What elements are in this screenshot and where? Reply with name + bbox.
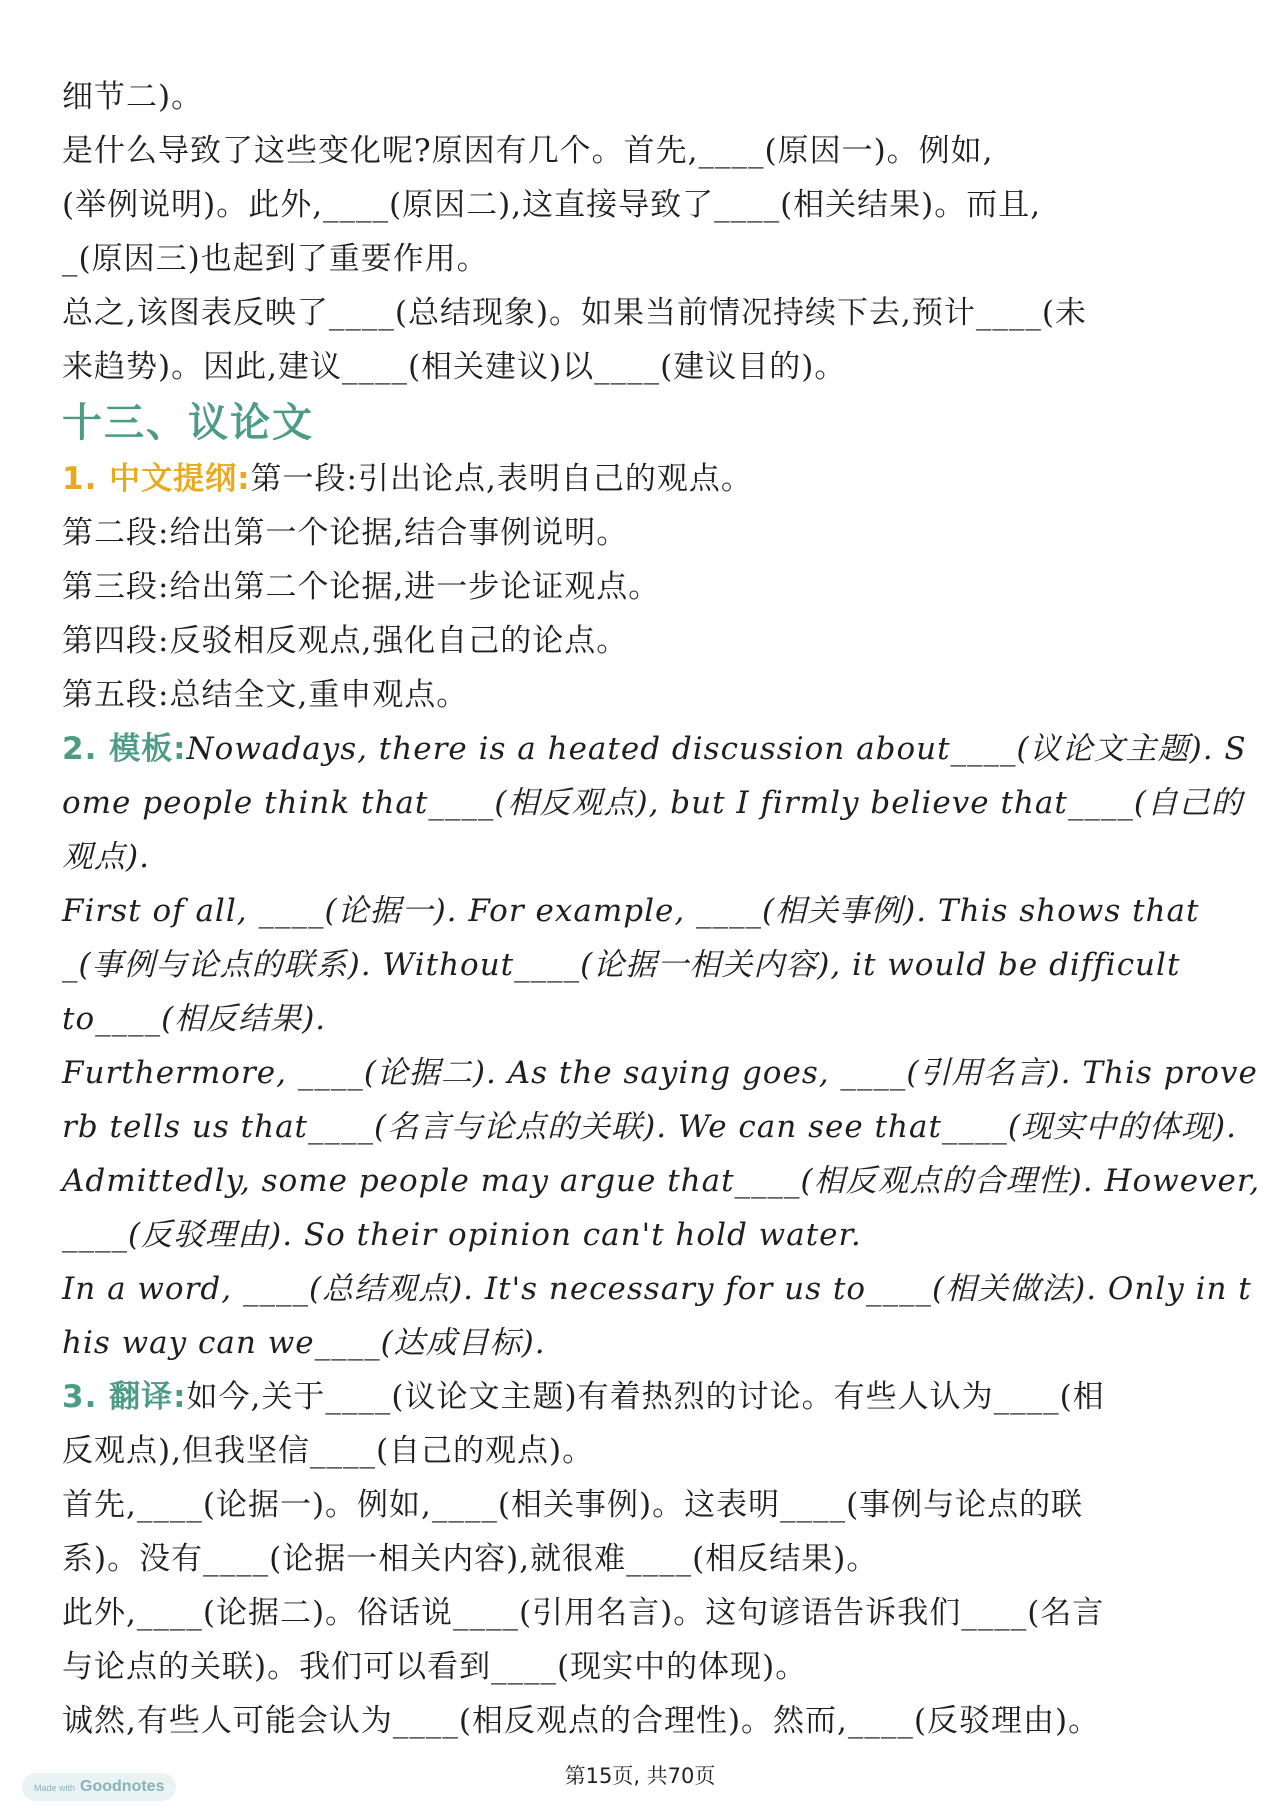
text-line: Admittedly, some people may argue that____(相反观点的合理性). However, [62, 1163, 1261, 1199]
outline-first-line [62, 452, 1232, 506]
text-line: 是什么导致了这些变化呢?原因有几个。首先,____(原因一)。例如, [62, 133, 994, 169]
outline-first-text: 第一段:引出论点,表明自己的观点。 [250, 461, 753, 497]
text-line: to____(相反结果). [62, 1001, 327, 1037]
section-heading: 十三、议论文 [62, 400, 314, 446]
text-line: rb tells us that____(名言与论点的关联). We can see that____(现实中的体现). [62, 1109, 1237, 1145]
badge-small-text: Made with [34, 1783, 76, 1793]
text-line: 来趋势)。因此,建议____(相关建议)以____(建议目的)。 [62, 349, 847, 385]
text-line: 与论点的关联)。我们可以看到____(现实中的体现)。 [62, 1649, 808, 1685]
text-line: 第三段:给出第二个论据,进一步论证观点。 [62, 569, 661, 605]
text-line: 系)。没有____(论据一相关内容),就很难____(相反结果)。 [62, 1541, 879, 1577]
page-number: 第15页, 共70页 [564, 1764, 716, 1788]
text-line: 反观点),但我坚信____(自己的观点)。 [62, 1433, 595, 1469]
text-line: 细节二)。 [62, 79, 204, 115]
text-line: _(事例与论点的联系). Without____(论据一相关内容), it would be difficult [62, 947, 1181, 983]
badge-brand-text: Goodnotes [80, 1778, 165, 1795]
text-line: 观点). [62, 839, 150, 875]
text-line: 此外,____(论据二)。俗话说____(引用名言)。这句谚语告诉我们____(名言 [62, 1595, 1105, 1631]
translation-first-line [62, 1370, 1232, 1424]
text-line: _(原因三)也起到了重要作用。 [62, 241, 489, 277]
outline-label: 1. 中文提纲: [62, 461, 251, 497]
template-first-text: Nowadays, there is a heated discussion about____(议论文主题). S [186, 731, 1247, 767]
text-line: 第五段:总结全文,重申观点。 [62, 677, 469, 713]
text-line: 诚然,有些人可能会认为____(相反观点的合理性)。然而,____(反驳理由)。 [62, 1703, 1101, 1739]
translation-first-text: 如今,关于____(议论文主题)有着热烈的讨论。有些人认为____(相 [186, 1379, 1105, 1415]
text-line: his way can we____(达成目标). [62, 1325, 546, 1361]
text-line: Furthermore, ____(论据二). As the saying goes, ____(引用名言). This prove [62, 1055, 1258, 1091]
text-line: First of all, ____(论据一). For example, ____(相关事例). This shows that [62, 893, 1200, 929]
template-label: 2. 模板: [62, 731, 187, 767]
text-line: 总之,该图表反映了____(总结现象)。如果当前情况持续下去,预计____(未 [62, 295, 1087, 331]
text-line: (举例说明)。此外,____(原因二),这直接导致了____(相关结果)。而且, [62, 187, 1042, 223]
template-first-line [62, 722, 1247, 776]
text-line: 第二段:给出第一个论据,结合事例说明。 [62, 515, 629, 551]
document-body [62, 70, 1261, 1748]
text-line: In a word, ____(总结观点). It's necessary for us to____(相关做法). Only in t [62, 1271, 1252, 1307]
text-line: 首先,____(论据一)。例如,____(相关事例)。这表明____(事例与论点的联 [62, 1487, 1084, 1523]
translation-label: 3. 翻译: [62, 1379, 187, 1415]
text-line: ____(反驳理由). So their opinion can't hold water. [62, 1217, 862, 1253]
text-line: ome people think that____(相反观点), but I firmly believe that____(自己的 [62, 785, 1243, 821]
text-line: 第四段:反驳相反观点,强化自己的论点。 [62, 623, 629, 659]
